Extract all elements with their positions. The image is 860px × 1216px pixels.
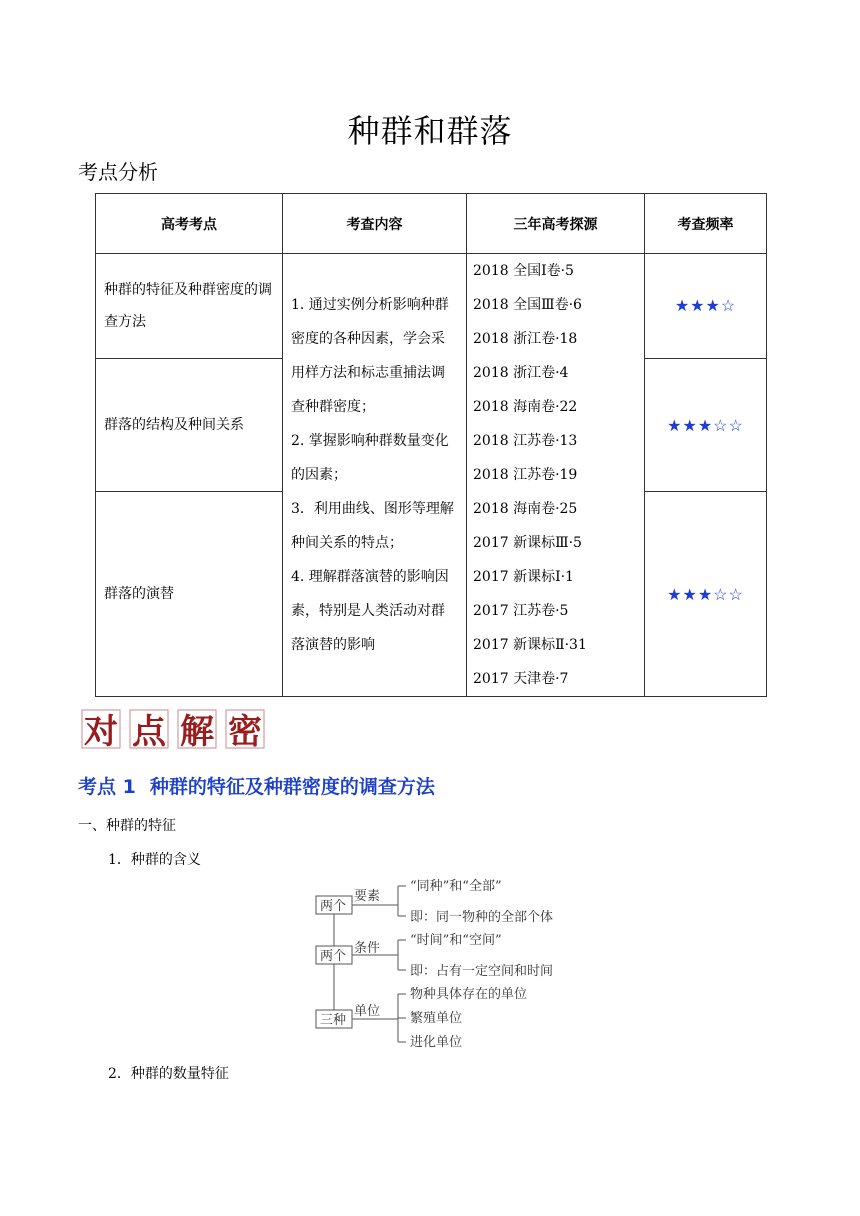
content-line: 素，特别是人类活动对群: [291, 603, 445, 619]
source-cell: [467, 254, 645, 697]
header-cell: 考查频率: [645, 194, 767, 254]
source-item: 2018 海南卷·25: [473, 501, 578, 517]
header-cell: 三年高考探源: [467, 194, 645, 254]
section-subtitle: 考点分析: [78, 160, 158, 184]
content-line: 用样方法和标志重捕法调: [291, 365, 445, 381]
diagram-branch-label: 条件: [354, 941, 381, 956]
page-title: 种群和群落: [347, 112, 513, 150]
source-item: 2017 新课标Ⅲ·5: [473, 535, 582, 551]
population-concept-diagram: [312, 876, 592, 1051]
content-line: 种间关系的特点；: [291, 535, 403, 551]
diagram-branch-label: 单位: [354, 1004, 381, 1019]
key-points-badge: [80, 707, 270, 751]
source-item: 2018 全国Ⅰ卷·5: [473, 263, 574, 279]
content-cell: [283, 254, 467, 697]
source-item: 2018 全国Ⅲ卷·6: [473, 297, 582, 313]
topic-cell: 种群的特征及种群密度的调查方法: [96, 254, 283, 359]
section-title: 种群的特征及种群密度的调查方法: [149, 776, 435, 798]
content-line: 3．利用曲线、图形等理解: [291, 501, 454, 517]
badge-char: 密: [228, 712, 262, 751]
section-heading: [78, 772, 435, 799]
diagram-item: “同种”和“全部”: [410, 879, 502, 894]
source-item: 2017 天津卷·7: [473, 671, 569, 687]
heading-level1: 一、种群的特征: [78, 818, 176, 834]
source-item: 2017 新课标Ⅰ·1: [473, 569, 574, 585]
source-item: 2018 海南卷·22: [473, 399, 578, 415]
badge-char: 点: [132, 712, 166, 751]
topic-cell: 群落的结构及种间关系: [96, 358, 283, 491]
section-number: 考点 1: [78, 776, 136, 798]
heading-level2: 1．种群的含义: [108, 852, 201, 868]
frequency-stars: ★★★☆: [645, 254, 767, 359]
diagram-item: 进化单位: [410, 1035, 463, 1050]
header-cell: 高考考点: [96, 194, 283, 254]
badge-char: 对: [84, 712, 118, 751]
diagram-box-label: 两个: [320, 899, 347, 914]
table-header-row: [96, 194, 767, 254]
frequency-stars: ★★★☆☆: [645, 492, 767, 697]
content-line: 密度的各种因素，学会采: [291, 331, 445, 347]
diagram-item: 繁殖单位: [410, 1011, 463, 1026]
content-line: 落演替的影响: [291, 637, 375, 653]
content-line: 的因素；: [291, 467, 347, 483]
source-item: 2018 浙江卷·18: [473, 331, 578, 347]
diagram-item: 即：同一物种的全部个体: [410, 910, 554, 925]
frequency-stars: ★★★☆☆: [645, 358, 767, 491]
source-item: 2018 浙江卷·4: [473, 365, 569, 381]
source-item: 2018 江苏卷·13: [473, 433, 578, 449]
header-cell: 考查内容: [283, 194, 467, 254]
content-line: 2. 掌握影响种群数量变化: [291, 433, 449, 449]
diagram-item: 即：占有一定空间和时间: [410, 964, 554, 979]
diagram-item: 物种具体存在的单位: [410, 987, 528, 1002]
badge-char: 解: [180, 712, 214, 751]
diagram-branch-label: 要素: [354, 889, 381, 904]
exam-analysis-table: [95, 193, 767, 697]
source-item: 2018 江苏卷·19: [473, 467, 578, 483]
topic-cell: 群落的演替: [96, 492, 283, 697]
source-item: 2017 江苏卷·5: [473, 603, 569, 619]
diagram-box-label: 两个: [320, 949, 347, 964]
heading-level2: 2．种群的数量特征: [108, 1066, 229, 1082]
table-row: [96, 254, 767, 359]
content-line: 查种群密度；: [291, 399, 375, 415]
content-line: 4. 理解群落演替的影响因: [291, 569, 449, 585]
diagram-box-label: 三种: [320, 1013, 347, 1028]
source-item: 2017 新课标Ⅱ·31: [473, 637, 587, 653]
content-line: 1. 通过实例分析影响种群: [291, 297, 449, 313]
diagram-item: “时间”和“空间”: [410, 933, 502, 948]
